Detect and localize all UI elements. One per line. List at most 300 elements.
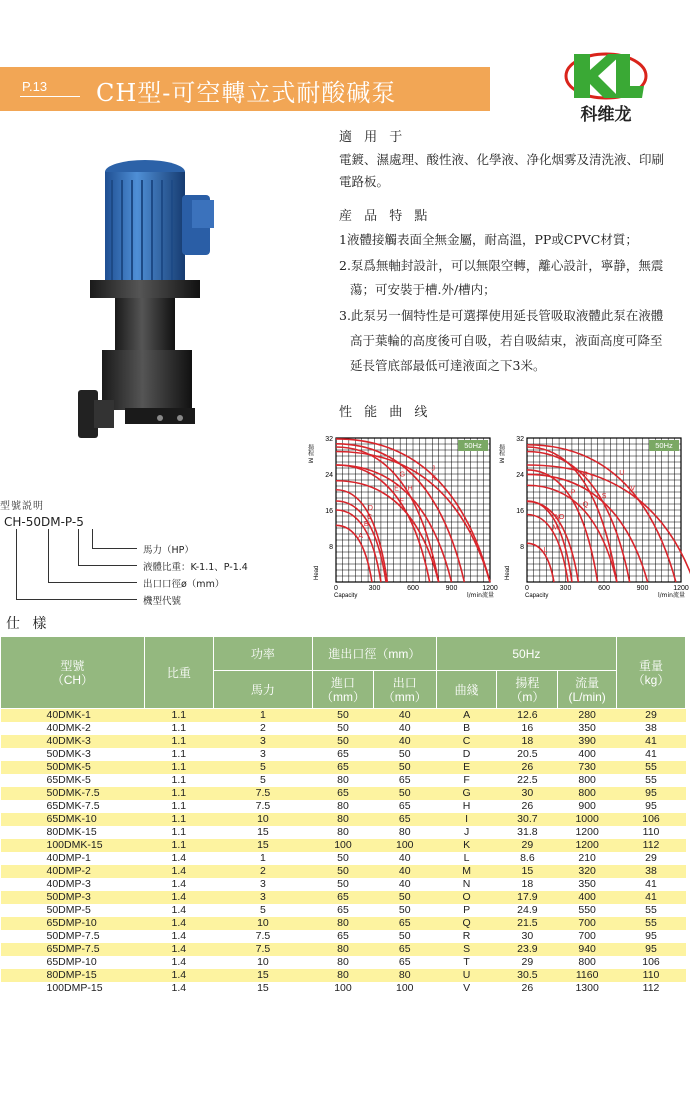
model-line: [16, 599, 137, 600]
table-cell: 80: [313, 813, 374, 826]
y-tick-label: 16: [325, 508, 333, 515]
table-cell: 7.5: [213, 787, 312, 800]
table-cell: D: [436, 748, 497, 761]
table-cell: 400: [558, 891, 617, 904]
th-flow: [558, 671, 617, 709]
table-cell: 41: [617, 748, 686, 761]
table-cell: 1.1: [144, 709, 213, 723]
table-cell: 12.6: [497, 709, 558, 723]
table-row: [1, 787, 686, 800]
cell-model: 65DMP-7.5: [1, 943, 145, 956]
table-row: [1, 891, 686, 904]
table-cell: 50: [313, 865, 374, 878]
x-tick-label: 1200: [673, 585, 689, 592]
table-cell: 5: [213, 761, 312, 774]
table-cell: 40: [373, 709, 436, 723]
table-cell: 80: [373, 969, 436, 982]
th-model-sub: （CH）: [51, 672, 94, 687]
table-cell: O: [436, 891, 497, 904]
model-line: [16, 529, 17, 600]
model-note-type: 機型代號: [143, 596, 182, 607]
th-flow-unit: (L/min): [568, 689, 606, 704]
table-cell: 31.8: [497, 826, 558, 839]
table-cell: 55: [617, 904, 686, 917]
th-head-unit: （m）: [510, 689, 545, 704]
table-cell: 1.4: [144, 904, 213, 917]
apply-heading: 適 用 于: [339, 130, 407, 145]
table-cell: 65: [313, 891, 374, 904]
performance-chart-p: [497, 432, 687, 604]
cell-model: 65DMK-10: [1, 813, 145, 826]
x-tick-label: 1200: [482, 585, 498, 592]
table-row: [1, 774, 686, 787]
x-axis-label: Capacity: [334, 593, 358, 599]
th-weight-label: 重量: [639, 658, 664, 673]
table-cell: 30.5: [497, 969, 558, 982]
table-cell: 65: [373, 917, 436, 930]
model-line: [92, 548, 137, 549]
table-row: [1, 917, 686, 930]
table-cell: Q: [436, 917, 497, 930]
brand-logo-text: 科维龙: [580, 105, 632, 125]
table-cell: 65: [313, 761, 374, 774]
x-tick-label: 300: [559, 585, 572, 592]
table-row: [1, 735, 686, 748]
table-row: [1, 813, 686, 826]
curve-label: B: [363, 520, 369, 528]
table-cell: 400: [558, 748, 617, 761]
th-flow-label: 流量: [575, 675, 600, 690]
model-note-outlet: 出口口徑ø（mm）: [143, 579, 225, 590]
table-cell: 30: [497, 787, 558, 800]
table-cell: 65: [373, 943, 436, 956]
model-line: [48, 582, 137, 583]
table-cell: 65: [373, 813, 436, 826]
table-row: [1, 865, 686, 878]
curve-label: L: [543, 546, 548, 554]
cell-model: 80DMP-15: [1, 969, 145, 982]
table-cell: 10: [213, 956, 312, 969]
curve-label: S: [601, 493, 607, 501]
th-bore: 進出口徑（mm）: [313, 637, 437, 671]
table-cell: 1.4: [144, 852, 213, 865]
table-cell: 80: [313, 969, 374, 982]
table-cell: 110: [617, 969, 686, 982]
table-cell: 1: [213, 709, 312, 723]
curve-label: P: [570, 489, 576, 497]
y-tick-label: 32: [516, 436, 524, 443]
table-cell: 940: [558, 943, 617, 956]
th-curve: 曲綫: [436, 671, 497, 709]
table-cell: 41: [617, 878, 686, 891]
cell-model: 50DMP-3: [1, 891, 145, 904]
table-cell: 10: [213, 813, 312, 826]
feature-2-line2: 蕩；可安裝于槽.外/槽内；: [350, 282, 496, 297]
cell-model: 65DMP-10: [1, 956, 145, 969]
curve-label: T: [590, 475, 595, 483]
table-cell: 55: [617, 761, 686, 774]
th-head-label: 揚程: [515, 675, 540, 690]
cell-model: 40DMP-3: [1, 878, 145, 891]
table-cell: 17.9: [497, 891, 558, 904]
table-cell: 210: [558, 852, 617, 865]
table-cell: I: [436, 813, 497, 826]
table-cell: A: [436, 709, 497, 723]
table-cell: 65: [313, 930, 374, 943]
table-cell: T: [436, 956, 497, 969]
table-cell: 29: [497, 839, 558, 852]
table-cell: N: [436, 878, 497, 891]
table-row: [1, 839, 686, 852]
table-cell: 1.4: [144, 982, 213, 995]
curve-label: C: [367, 513, 373, 521]
table-cell: 65: [313, 748, 374, 761]
feature-1: 1液體接觸表面全無金屬，耐高溫，PP或CPVC材質；: [339, 232, 638, 247]
table-row: [1, 943, 686, 956]
th-model: [1, 637, 145, 709]
table-cell: 100: [313, 839, 374, 852]
spec-label: 仕 樣: [6, 616, 51, 632]
table-cell: 5: [213, 904, 312, 917]
table-cell: 112: [617, 839, 686, 852]
frequency-badge: 50Hz: [464, 441, 482, 450]
table-cell: 7.5: [213, 930, 312, 943]
x-tick-label: 900: [636, 585, 649, 592]
feature-3-line1: 3.此泵另一個特性是可選擇使用延長管吸取液體此泵在液體: [339, 308, 664, 323]
table-cell: 80: [313, 943, 374, 956]
apply-text-line1: 電鍍、濕處理、酸性液、化學液、净化烟雾及清洗液、印刷: [339, 152, 665, 167]
table-cell: 1.4: [144, 865, 213, 878]
table-cell: 1.1: [144, 774, 213, 787]
x-axis-label-unit: l/min流量: [466, 592, 494, 599]
table-cell: K: [436, 839, 497, 852]
table-row: [1, 956, 686, 969]
table-row: [1, 709, 686, 723]
table-cell: 26: [497, 800, 558, 813]
page-title: CH型-可空轉立式耐酸碱泵: [96, 79, 397, 107]
curve-label: O: [558, 514, 565, 522]
table-cell: 320: [558, 865, 617, 878]
x-tick-label: 0: [334, 585, 338, 592]
curve-label: R: [582, 471, 588, 479]
cell-model: 40DMP-1: [1, 852, 145, 865]
table-cell: 1.1: [144, 826, 213, 839]
table-cell: 50: [373, 891, 436, 904]
curve-label: Q: [582, 501, 589, 509]
table-row: [1, 930, 686, 943]
table-cell: 50: [373, 904, 436, 917]
table-cell: 29: [617, 709, 686, 723]
table-cell: 7.5: [213, 943, 312, 956]
table-cell: 1300: [558, 982, 617, 995]
x-tick-label: 0: [525, 585, 529, 592]
table-row: [1, 904, 686, 917]
th-inlet-unit: （mm）: [320, 689, 365, 704]
th-power: 功率: [213, 637, 312, 671]
table-cell: 15: [213, 839, 312, 852]
table-cell: 40: [373, 735, 436, 748]
table-cell: F: [436, 774, 497, 787]
table-cell: J: [436, 826, 497, 839]
features-heading: 産 品 特 點: [339, 209, 432, 224]
table-cell: 2: [213, 865, 312, 878]
table-row: [1, 761, 686, 774]
table-cell: 1.1: [144, 800, 213, 813]
cell-model: 40DMK-1: [1, 709, 145, 723]
brand-logo-mark: [560, 46, 652, 102]
table-cell: 1200: [558, 839, 617, 852]
table-row: [1, 878, 686, 891]
cell-model: 50DMK-3: [1, 748, 145, 761]
table-cell: 50: [373, 748, 436, 761]
table-cell: 110: [617, 826, 686, 839]
table-cell: V: [436, 982, 497, 995]
cell-model: 40DMK-2: [1, 722, 145, 735]
cell-model: 65DMK-5: [1, 774, 145, 787]
table-cell: 30.7: [497, 813, 558, 826]
table-cell: 18: [497, 735, 558, 748]
table-cell: 10: [213, 917, 312, 930]
th-inlet-label: 進口: [330, 675, 355, 690]
table-cell: L: [436, 852, 497, 865]
table-cell: 100: [313, 982, 374, 995]
th-model-label: 型號: [60, 658, 85, 673]
table-cell: 40: [373, 852, 436, 865]
table-cell: 38: [617, 722, 686, 735]
table-row: [1, 969, 686, 982]
table-cell: 3: [213, 878, 312, 891]
x-axis-label-unit: l/min流量: [657, 592, 685, 599]
table-cell: 95: [617, 787, 686, 800]
table-cell: 1.1: [144, 761, 213, 774]
table-cell: 22.5: [497, 774, 558, 787]
cell-model: 65DMK-7.5: [1, 800, 145, 813]
table-cell: 80: [373, 826, 436, 839]
table-cell: 50: [313, 878, 374, 891]
curve-label: U: [619, 469, 625, 477]
table-cell: 280: [558, 709, 617, 723]
model-explain-title: 型號説明: [0, 501, 44, 512]
x-tick-label: 600: [598, 585, 610, 592]
th-outlet-label: 出口: [392, 675, 417, 690]
table-row: [1, 982, 686, 995]
table-cell: 26: [497, 982, 558, 995]
model-line: [78, 529, 79, 566]
table-cell: 95: [617, 943, 686, 956]
table-cell: 55: [617, 917, 686, 930]
table-cell: 700: [558, 930, 617, 943]
model-code-example: CH-50DM-P-5: [4, 515, 84, 529]
table-cell: C: [436, 735, 497, 748]
curve-label: E: [394, 485, 399, 493]
table-row: [1, 748, 686, 761]
table-cell: S: [436, 943, 497, 956]
curve-label: M: [552, 524, 559, 532]
curve-label: F: [399, 498, 404, 506]
curve-label: V: [630, 485, 636, 493]
table-cell: G: [436, 787, 497, 800]
table-cell: 15: [213, 969, 312, 982]
table-cell: 65: [373, 956, 436, 969]
table-cell: 550: [558, 904, 617, 917]
table-cell: 1: [213, 852, 312, 865]
cell-model: 40DMK-3: [1, 735, 145, 748]
table-cell: 30: [497, 930, 558, 943]
table-cell: 41: [617, 891, 686, 904]
table-cell: 1.1: [144, 787, 213, 800]
table-cell: 50: [313, 735, 374, 748]
curve-label: K: [431, 475, 437, 483]
spec-table-body: [1, 709, 686, 996]
th-outlet-unit: （mm）: [382, 689, 427, 704]
table-cell: 50: [313, 852, 374, 865]
table-cell: 730: [558, 761, 617, 774]
table-cell: 50: [373, 761, 436, 774]
table-cell: 1.4: [144, 969, 213, 982]
table-cell: 1160: [558, 969, 617, 982]
y-axis-label: 揚程 M: [306, 444, 314, 464]
table-cell: 40: [373, 865, 436, 878]
y-tick-label: 32: [325, 436, 333, 443]
model-line: [92, 529, 93, 549]
curve-label: J: [431, 465, 435, 473]
table-cell: M: [436, 865, 497, 878]
curve-label: G: [399, 471, 406, 479]
feature-2-line1: 2.泵爲無軸封設計，可以無限空轉，離心設計，寧静，無震: [339, 258, 664, 273]
model-note-sg: 液體比重：K-1.1、P-1.4: [143, 562, 248, 573]
table-cell: 1200: [558, 826, 617, 839]
frequency-badge: 50Hz: [655, 441, 673, 450]
th-sg: 比重: [144, 637, 213, 709]
performance-chart-k: [306, 432, 496, 604]
table-row: [1, 800, 686, 813]
table-cell: 900: [558, 800, 617, 813]
y-tick-label: 16: [516, 508, 524, 515]
table-cell: U: [436, 969, 497, 982]
table-cell: 7.5: [213, 800, 312, 813]
table-cell: H: [436, 800, 497, 813]
curve-heading: 性 能 曲 线: [339, 405, 432, 420]
table-row: [1, 722, 686, 735]
table-cell: 3: [213, 891, 312, 904]
table-cell: 3: [213, 735, 312, 748]
y-tick-label: 8: [520, 544, 524, 551]
table-cell: 1000: [558, 813, 617, 826]
table-cell: 23.9: [497, 943, 558, 956]
table-cell: 1.4: [144, 943, 213, 956]
th-weight: [617, 637, 686, 709]
curve-label: N: [554, 513, 560, 521]
table-cell: 1.4: [144, 930, 213, 943]
table-cell: 2: [213, 722, 312, 735]
x-tick-label: 900: [445, 585, 458, 592]
table-cell: 95: [617, 800, 686, 813]
table-cell: P: [436, 904, 497, 917]
cell-model: 100DMK-15: [1, 839, 145, 852]
table-cell: 26: [497, 761, 558, 774]
table-cell: B: [436, 722, 497, 735]
model-note-hp: 馬力（HP）: [143, 545, 194, 556]
table-cell: 50: [313, 722, 374, 735]
table-cell: 700: [558, 917, 617, 930]
page-number: P.13: [22, 79, 48, 94]
table-cell: 800: [558, 787, 617, 800]
table-cell: 38: [617, 865, 686, 878]
y-tick-label: 8: [329, 544, 333, 551]
curve-label: I: [415, 469, 418, 477]
y-tick-label: 24: [516, 472, 524, 479]
table-cell: 3: [213, 748, 312, 761]
y-tick-label: 24: [325, 472, 333, 479]
table-cell: 50: [373, 787, 436, 800]
table-cell: 1.4: [144, 878, 213, 891]
table-cell: 80: [313, 774, 374, 787]
table-cell: 50: [313, 709, 374, 723]
table-cell: 106: [617, 956, 686, 969]
table-cell: 350: [558, 878, 617, 891]
table-cell: 21.5: [497, 917, 558, 930]
table-cell: 65: [373, 774, 436, 787]
table-cell: 800: [558, 774, 617, 787]
table-cell: 15: [497, 865, 558, 878]
curve-label: A: [358, 532, 363, 540]
table-cell: 65: [313, 904, 374, 917]
cell-model: 50DMP-5: [1, 904, 145, 917]
table-cell: 20.5: [497, 748, 558, 761]
table-cell: 1.1: [144, 813, 213, 826]
cell-model: 80DMK-15: [1, 826, 145, 839]
table-cell: 65: [373, 800, 436, 813]
curve-label: H: [407, 485, 413, 493]
table-cell: 100: [373, 982, 436, 995]
table-cell: 29: [497, 956, 558, 969]
x-tick-label: 600: [407, 585, 419, 592]
table-cell: 24.9: [497, 904, 558, 917]
table-cell: 80: [313, 826, 374, 839]
table-cell: 1.1: [144, 748, 213, 761]
table-cell: 95: [617, 930, 686, 943]
table-cell: 390: [558, 735, 617, 748]
y-axis-label: 揚程 M: [497, 444, 505, 464]
table-cell: 65: [313, 787, 374, 800]
table-cell: 1.1: [144, 722, 213, 735]
x-tick-label: 300: [368, 585, 381, 592]
spec-table: [0, 636, 686, 995]
th-outlet: [373, 671, 436, 709]
table-cell: 15: [213, 982, 312, 995]
table-cell: 5: [213, 774, 312, 787]
table-cell: 1.4: [144, 917, 213, 930]
page-number-underline: [20, 96, 80, 97]
table-cell: 40: [373, 878, 436, 891]
table-cell: 1.1: [144, 839, 213, 852]
feature-3-line2: 高于葉輪的高度後可自吸，若自吸結束，液面高度可降至: [350, 333, 663, 348]
table-cell: E: [436, 761, 497, 774]
y-axis-label-rotated: Head: [505, 565, 511, 580]
model-line: [78, 565, 137, 566]
table-cell: 29: [617, 852, 686, 865]
table-cell: 50: [373, 930, 436, 943]
table-row: [1, 852, 686, 865]
cell-model: 40DMP-2: [1, 865, 145, 878]
curve-label: D: [367, 505, 373, 513]
cell-model: 65DMP-10: [1, 917, 145, 930]
th-weight-unit: （kg）: [632, 672, 670, 687]
table-cell: 100: [373, 839, 436, 852]
table-cell: 18: [497, 878, 558, 891]
table-cell: 41: [617, 735, 686, 748]
table-cell: 112: [617, 982, 686, 995]
